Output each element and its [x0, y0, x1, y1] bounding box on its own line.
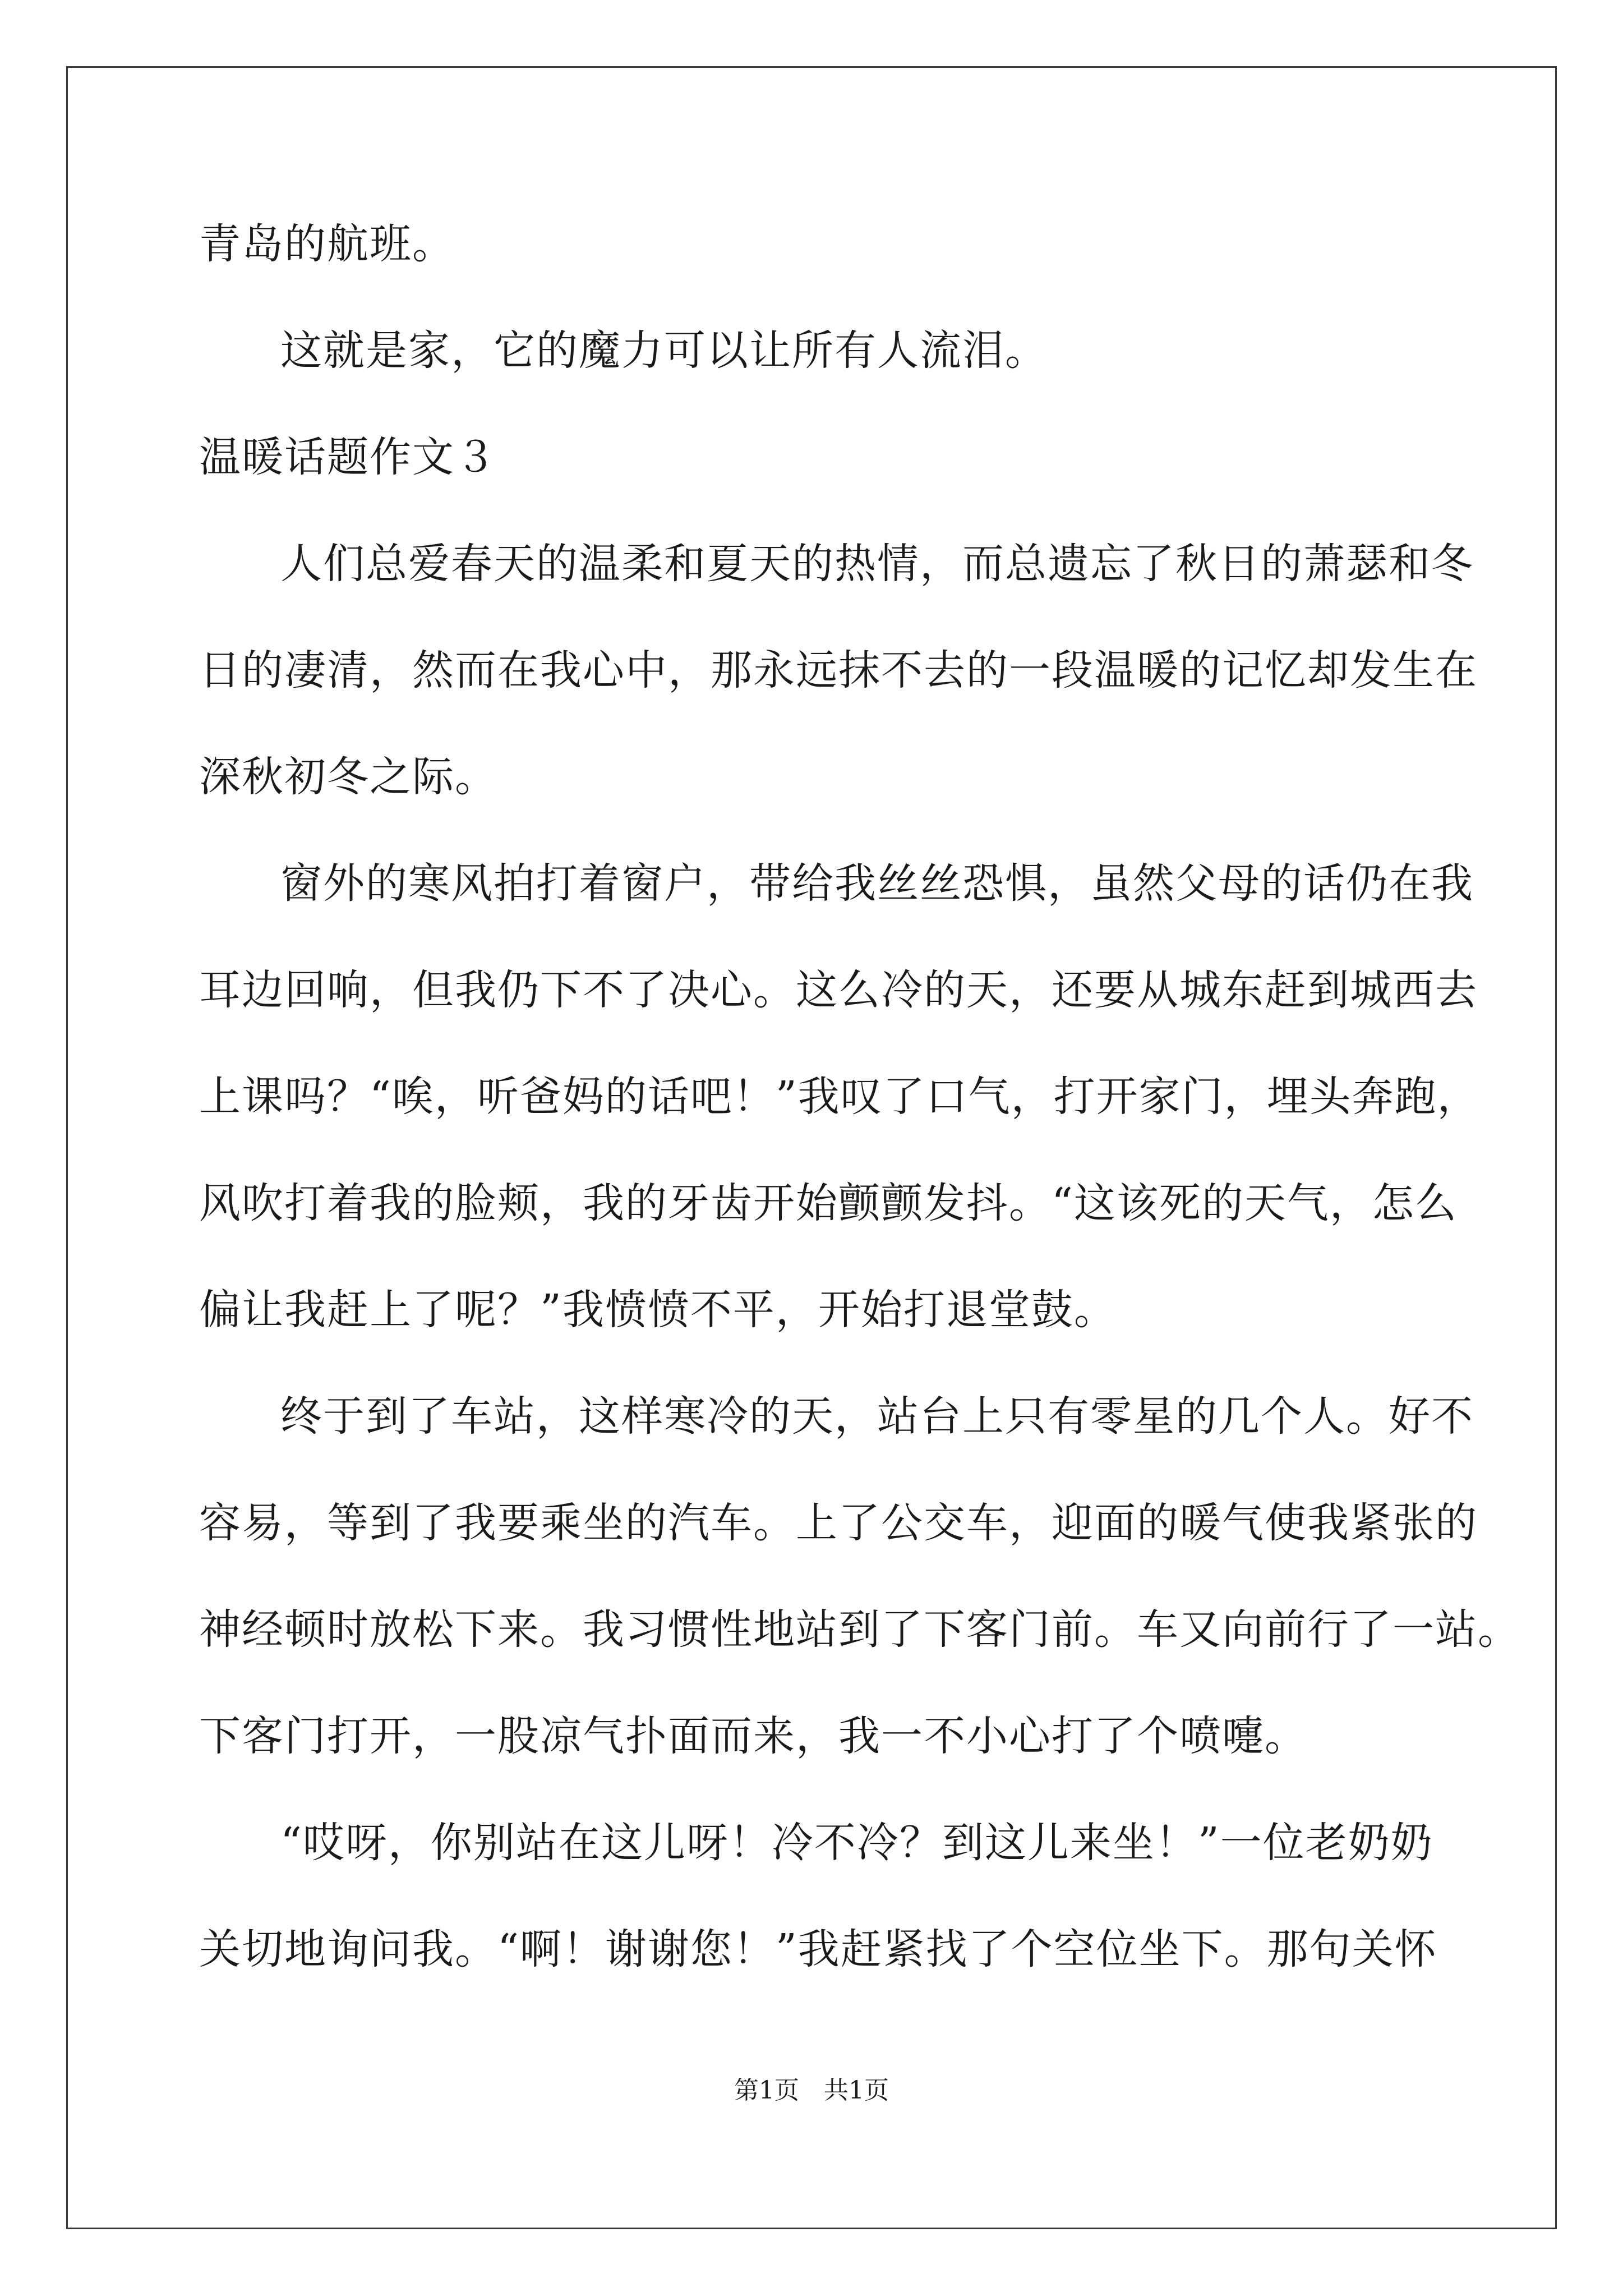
text-line: 偏让我赶上了呢？”我愤愤不平，开始打退堂鼓。 — [199, 1286, 1117, 1334]
text-line: 这就是家，它的魔力可以让所有人流泪。 — [280, 326, 1048, 375]
text-line: 神经顿时放松下来。我习惯性地站到了下客门前。车又向前行了一站。 — [199, 1605, 1520, 1654]
text-line: 耳边回响，但我仍下不了决心。这么冷的天，还要从城东赶到城西去 — [199, 966, 1478, 1014]
page-border — [66, 66, 1557, 2229]
text-line: 人们总爱春天的温柔和夏天的热情，而总遗忘了秋日的萧瑟和冬 — [280, 540, 1474, 588]
text-line: 深秋初冬之际。 — [199, 753, 497, 801]
text-line: 日的凄清，然而在我心中，那永远抹不去的一段温暖的记忆却发生在 — [199, 646, 1478, 694]
text-line: 终于到了车站，这样寒冷的天，站台上只有零星的几个人。好不 — [280, 1392, 1474, 1441]
text-line: 关切地询问我。“啊！谢谢您！”我赶紧找了个空位坐下。那句关怀 — [199, 1925, 1437, 1973]
section-heading: 温暖话题作文３ — [199, 433, 497, 481]
text-line: 上课吗？“唉，听爸妈的话吧！”我叹了口气，打开家门，埋头奔跑， — [199, 1073, 1480, 1121]
page-footer: 第1页 共1页 — [734, 2076, 889, 2105]
text-line: 容易，等到了我要乘坐的汽车。上了公交车，迎面的暖气使我紧张的 — [199, 1499, 1478, 1547]
text-line: “哎呀，你别站在这儿呀！冷不冷？到这儿来坐！”一位老奶奶 — [280, 1819, 1433, 1867]
text-line: 下客门打开，一股凉气扑面而来，我一不小心打了个喷嚏。 — [199, 1712, 1307, 1760]
text-line: 窗外的寒风拍打着窗户，带给我丝丝恐惧，虽然父母的话仍在我 — [280, 859, 1474, 908]
text-line: 青岛的航班。 — [199, 220, 455, 268]
text-line: 风吹打着我的脸颊，我的牙齿开始颤颤发抖。“这该死的天气，怎么 — [199, 1179, 1458, 1227]
